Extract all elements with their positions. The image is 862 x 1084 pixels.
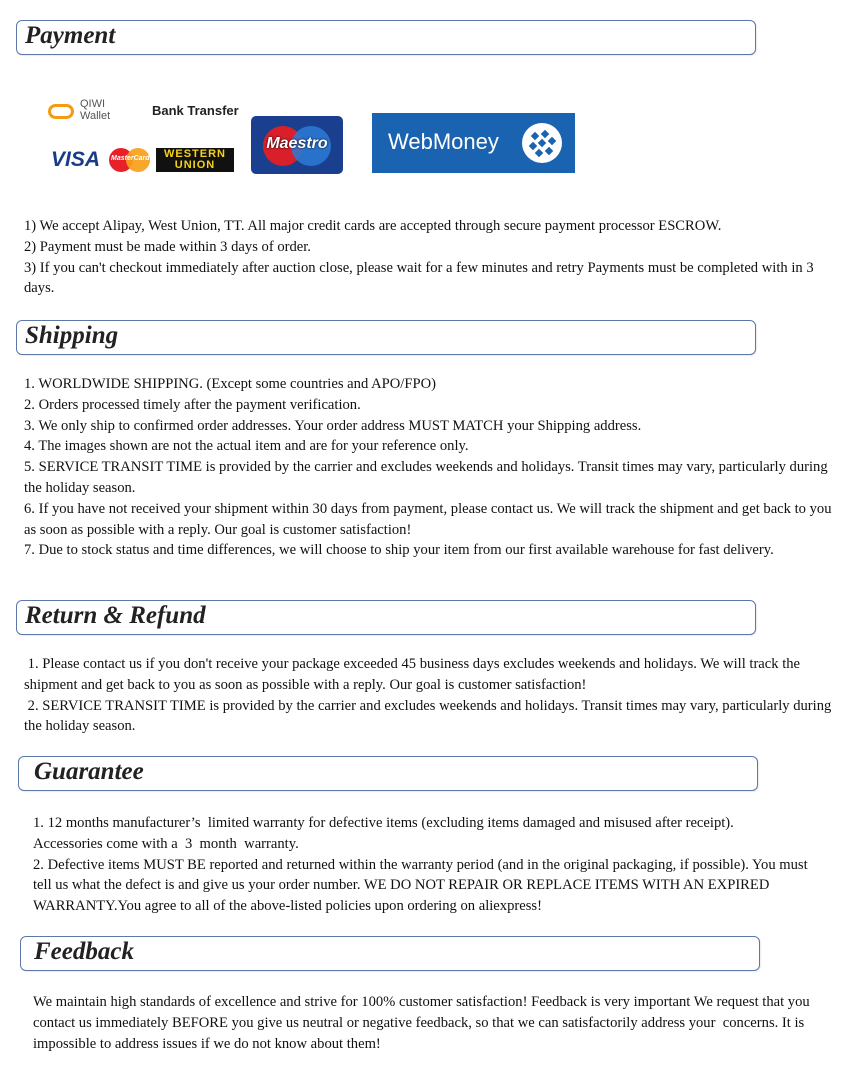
shipping-text	[24, 374, 832, 561]
webmoney-logo	[372, 113, 575, 173]
western-union-label-2: UNION	[174, 159, 216, 171]
guarantee-header	[18, 756, 758, 791]
payment-logos	[36, 84, 602, 188]
feedback-line: We maintain high standards of excellence and strive for 100% customer satisfaction! Feedback is very important We request that you contact us immediately BEFORE you give us neutral or negative feedback, so that we can satisfactorily address your concerns. It is impossible to address issues if we do not know about them!	[33, 994, 814, 1052]
feedback-header	[20, 936, 760, 971]
shipping-line: 1. WORLDWIDE SHIPPING. (Except some countries and APO/FPO)	[24, 376, 436, 392]
qiwi-wallet-label: Wallet	[80, 110, 111, 122]
return-refund-title: Return & Refund	[25, 602, 206, 629]
visa-logo: VISA	[51, 148, 101, 171]
return-refund-header	[16, 600, 756, 635]
qiwi-wallet-logo	[48, 98, 128, 126]
mastercard-label: MasterCard	[111, 155, 150, 162]
guarantee-title: Guarantee	[34, 758, 144, 785]
payment-line: 1) We accept Alipay, West Union, TT. All major credit cards are accepted through secure payment processor ESCROW.	[24, 218, 722, 234]
payment-title: Payment	[25, 22, 116, 49]
shipping-line: 2. Orders processed timely after the payment verification.	[24, 396, 361, 413]
payment-text	[24, 216, 832, 299]
shipping-title: Shipping	[25, 322, 119, 349]
bank-transfer-logo: Bank Transfer	[152, 103, 239, 118]
guarantee-text	[33, 813, 825, 917]
webmoney-label: WebMoney	[388, 129, 499, 154]
maestro-logo	[251, 116, 343, 174]
guarantee-line: 2. Defective items MUST BE reported and returned within the warranty period (and in the original packaging, if possible). You must tell us what the defect is and give us your order number. WE DO NOT REPAIR OR REPLACE ITEMS WITH AN EXPIRED WARRANTY.You agree to all of the above-listed policies upon ordering on aliexpress!	[33, 856, 812, 915]
payment-line: 3) If you can't checkout immediately after auction close, please wait for a few minutes and retry Payments must be completed with in 3 days.	[24, 259, 814, 297]
maestro-label: Maestro	[266, 135, 328, 152]
shipping-line: 3. We only ship to confirmed order addresses. Your order address MUST MATCH your Shipping address.	[24, 417, 642, 434]
shipping-header	[16, 320, 756, 355]
feedback-title: Feedback	[34, 938, 134, 965]
qiwi-label: QIWI	[80, 98, 106, 110]
western-union-logo	[156, 148, 234, 172]
feedback-text	[33, 992, 825, 1054]
shipping-line: 5. SERVICE TRANSIT TIME is provided by the carrier and excludes weekends and holidays. Transit times may vary, particularly during the holiday season.	[24, 459, 828, 496]
guarantee-line: 1. 12 months manufacturer’s limited warranty for defective items (excluding items damaged and misused after receipt). Accessories come with a 3 month warranty.	[33, 815, 737, 852]
payment-line: 2) Payment must be made within 3 days of order.	[24, 238, 311, 255]
western-union-label-1: WESTERN	[164, 148, 226, 160]
shipping-line: 4. The images shown are not the actual item and are for your reference only.	[24, 438, 469, 455]
return-refund-text	[24, 654, 835, 737]
shipping-line: 6. If you have not received your shipment within 30 days from payment, please contact us. We will track the shipment and get back to you as soon as possible with a reply. Our goal is customer satisfaction!	[24, 500, 832, 538]
return-refund-line: 1. Please contact us if you don't receive your package exceeded 45 business days excludes weekends and holidays. We will track the shipment and get back to you as soon as possible with a reply. Our goal is customer satisfaction!	[24, 656, 804, 693]
webmoney-globe-icon	[522, 123, 562, 163]
payment-header	[16, 20, 756, 55]
shipping-line: 7. Due to stock status and time differences, we will choose to ship your item from our first available warehouse for fast delivery.	[24, 542, 774, 559]
mastercard-logo	[109, 147, 151, 173]
return-refund-line: 2. SERVICE TRANSIT TIME is provided by the carrier and excludes weekends and holidays. Transit times may vary, particularly during the holiday season.	[24, 697, 835, 735]
